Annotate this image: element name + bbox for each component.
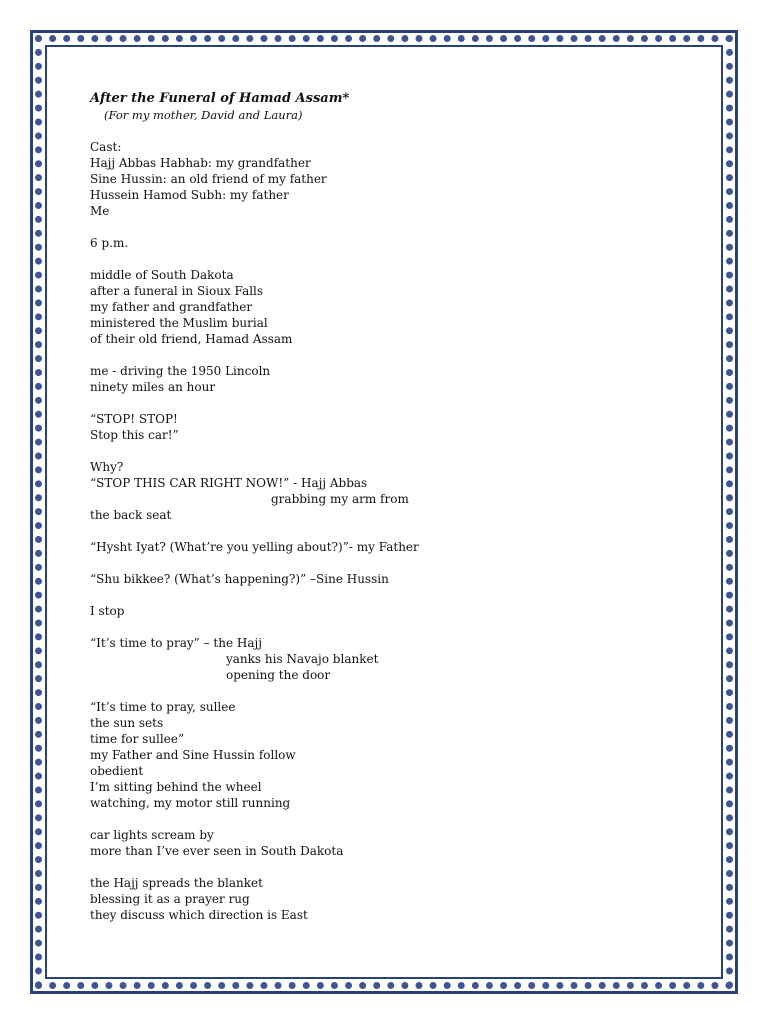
poem-line: my Father and Sine Hussin follow: [90, 748, 296, 762]
poem-line: middle of South Dakota: [90, 268, 234, 282]
stanza: [90, 459, 690, 523]
poem-line: of their old friend, Hamad Assam: [90, 332, 293, 346]
poem-title: After the Funeral of Hamad Assam*: [90, 91, 350, 106]
poem-line-indented: opening the door: [226, 668, 331, 682]
poem-line: obedient: [90, 764, 144, 778]
stanza: [90, 235, 690, 251]
poem-line: the back seat: [90, 508, 172, 522]
poem-line: “It’s time to pray, sullee: [90, 700, 236, 714]
poem-line: Hajj Abbas Habhab: my grandfather: [90, 156, 311, 170]
poem-line-indented: yanks his Navajo blanket: [226, 652, 379, 666]
stanza: [90, 411, 690, 443]
poem-line: after a funeral in Sioux Falls: [90, 284, 264, 298]
poem-line: me - driving the 1950 Lincoln: [90, 364, 271, 378]
poem-line: “STOP THIS CAR RIGHT NOW!” - Hajj Abbas: [90, 476, 368, 490]
poem-line: my father and grandfather: [90, 300, 253, 314]
poem-line: the sun sets: [90, 716, 164, 730]
stanza: [90, 571, 690, 587]
poem-line: Sine Hussin: an old friend of my father: [90, 172, 327, 186]
poem-line: time for sullee”: [90, 732, 185, 746]
poem-dedication: (For my mother, David and Laura): [104, 108, 303, 122]
stanza-cast: [90, 139, 690, 219]
poem-line: watching, my motor still running: [90, 796, 291, 810]
poem-line: ninety miles an hour: [90, 380, 216, 394]
poem-line: Why?: [90, 460, 124, 474]
poem-line: “STOP! STOP!: [90, 412, 178, 426]
stanza: [90, 699, 690, 811]
poem-line: Stop this car!”: [90, 428, 179, 442]
stanza: [90, 635, 690, 683]
poem-line: “Shu bikkee? (What’s happening?)” –Sine Hussin: [90, 572, 389, 586]
stanza: [90, 603, 690, 619]
stanza: [90, 539, 690, 555]
poem-line: “Hysht Iyat? (What’re you yelling about?)”- my Father: [90, 540, 419, 554]
stanza: [90, 267, 690, 347]
poem-line: Hussein Hamod Subh: my father: [90, 188, 289, 202]
poem-line: Cast:: [90, 140, 122, 154]
poem-line: 6 p.m.: [90, 236, 129, 250]
poem-line: they discuss which direction is East: [90, 908, 308, 922]
poem-line: Me: [90, 204, 110, 218]
poem-line: the Hajj spreads the blanket: [90, 876, 263, 890]
stanza: [90, 875, 690, 923]
poem-line: car lights scream by: [90, 828, 214, 842]
poem-line: blessing it as a prayer rug: [90, 892, 250, 906]
stanza: [90, 363, 690, 395]
poem-line: ministered the Muslim burial: [90, 316, 268, 330]
stanza: [90, 827, 690, 859]
poem-line: I stop: [90, 604, 125, 618]
poem-line: I’m sitting behind the wheel: [90, 780, 262, 794]
poem-document: [90, 90, 690, 923]
poem-line: “It’s time to pray” – the Hajj: [90, 636, 262, 650]
poem-line-indented: grabbing my arm from: [271, 492, 409, 506]
poem-line: more than I’ve ever seen in South Dakota: [90, 844, 344, 858]
